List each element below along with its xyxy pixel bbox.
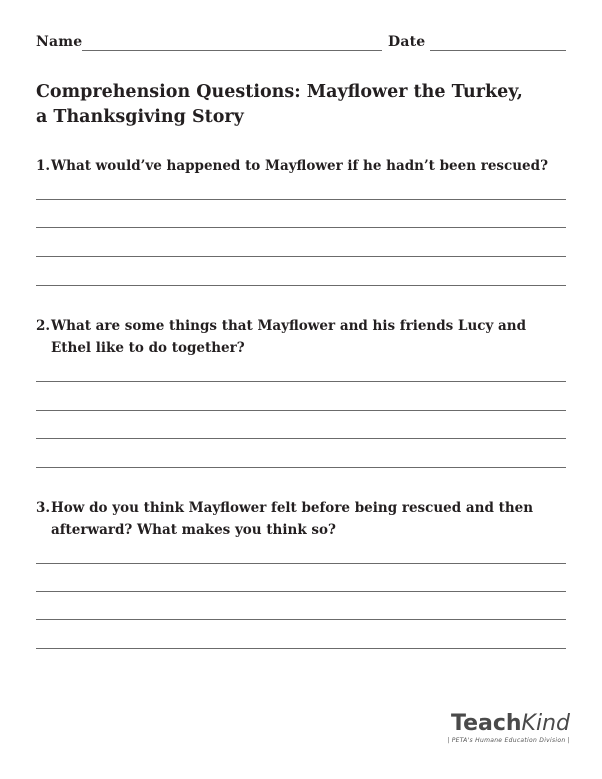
answer-line[interactable] <box>36 410 566 411</box>
answer-line[interactable] <box>36 438 566 439</box>
answer-line[interactable] <box>36 227 566 228</box>
date-field-line[interactable] <box>430 50 566 51</box>
logo-wordmark <box>446 712 570 736</box>
question-1-number: 1. <box>36 158 51 174</box>
question-3-text: How do you think Mayflower felt before being rescued and then afterward? What makes you think so? <box>51 500 534 538</box>
name-date-row <box>36 34 566 54</box>
question-2 <box>36 315 566 359</box>
page-title-line-1: Comprehension Questions: Mayflower the Turkey, <box>36 82 523 102</box>
answer-line[interactable] <box>36 199 566 200</box>
teachkind-logo <box>446 712 570 752</box>
answer-line[interactable] <box>36 467 566 468</box>
question-1 <box>36 155 566 177</box>
name-field-line[interactable] <box>82 50 382 51</box>
answer-line[interactable] <box>36 563 566 564</box>
answer-line[interactable] <box>36 381 566 382</box>
question-2-text: What are some things that Mayflower and his friends Lucy and Ethel like to do together? <box>51 318 527 356</box>
question-3-number: 3. <box>36 500 51 516</box>
answer-line[interactable] <box>36 256 566 257</box>
page-title-line-2: a Thanksgiving Story <box>36 107 244 127</box>
question-3 <box>36 497 566 541</box>
page-title <box>36 80 556 130</box>
answer-line[interactable] <box>36 648 566 649</box>
date-label: Date <box>388 34 426 50</box>
name-label: Name <box>36 34 83 50</box>
answer-line[interactable] <box>36 285 566 286</box>
question-2-number: 2. <box>36 318 51 334</box>
logo-kind: Kind <box>521 711 570 736</box>
logo-tagline: | PETA's Humane Education Division | <box>447 737 570 744</box>
question-1-text: What would’ve happened to Mayflower if he hadn’t been rescued? <box>51 158 548 174</box>
answer-line[interactable] <box>36 591 566 592</box>
logo-teach: Teach <box>450 711 522 736</box>
answer-line[interactable] <box>36 619 566 620</box>
